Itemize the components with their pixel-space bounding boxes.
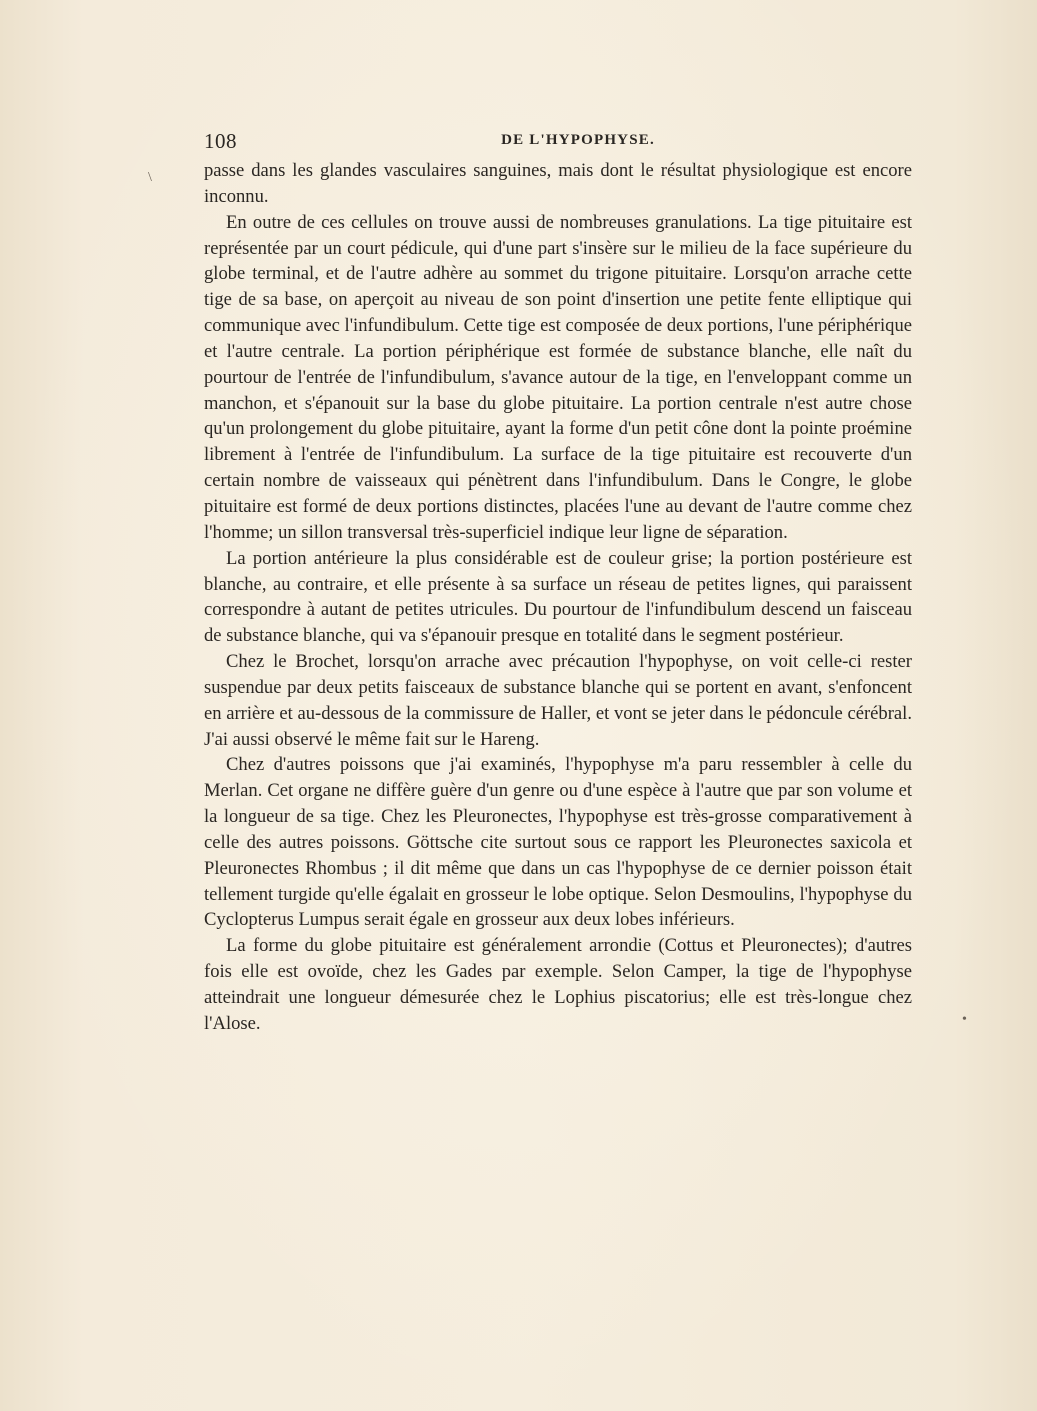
paragraph: Chez d'autres poissons que j'ai examinés, l'hypophyse m'a paru ressembler à celle du Merlan. Cet organe ne diffère guère d'un genre ou d'une espèce à l'autre que par son volume et la longueur de sa tige. Chez les Pleuronectes, l'hypophyse est très-grosse comparativement à celle des autres poissons. Göttsche cite surtout sous ce rapport les Pleuronectes saxicola et Pleuronectes Rhombus ; il dit même que dans un cas l'hypophyse de ce dernier poisson était tellement turgide qu'elle égalait en grosseur le lobe optique. Selon Desmoulins, l'hypophyse du Cyclopterus Lumpus serait égale en grosseur aux deux lobes inférieurs.: [204, 754, 912, 931]
paragraph: Chez le Brochet, lorsqu'on arrache avec précaution l'hypophyse, on voit celle-ci rester suspendue par deux petits faisceaux de substance blanche qui se portent en avant, s'enfoncent en arrière et au-dessous de la commissure de Haller, et vont se jeter dans le pédoncule cérébral. J'ai aussi observé le même fait sur le Hareng.: [204, 651, 912, 750]
page-header: [204, 129, 912, 153]
paragraph: La portion antérieure la plus considérable est de couleur grise; la portion postérieure est blanche, au contraire, et elle présente à sa surface un réseau de petites lignes, qui paraissent correspondre à autant de petites utricules. Du pourtour de l'infundibulum descend un faisceau de substance blanche, qui va s'épanouir presque en totalité dans le segment postérieur.: [204, 547, 912, 647]
margin-mark: \: [148, 170, 152, 185]
page-number: 108: [204, 129, 237, 153]
paragraph-continued: passe dans les glandes vasculaires sanguines, mais dont le résultat physiologique est encore inconnu.: [204, 160, 912, 207]
paragraph: En outre de ces cellules on trouve aussi de nombreuses granulations. La tige pituitaire est représentée par un court pédicule, qui d'une part s'insère sur le milieu de la face supérieure du globe terminal, et de l'autre adhère au sommet du trigone pituitaire. Lorsqu'on arrache cette tige de sa base, on aperçoit au niveau de son point d'insertion une petite fente elliptique qui communique avec l'infundibulum. Cette tige est composée de deux portions, l'une périphérique et l'autre centrale. La portion périphérique est formée de substance blanche, elle naît du pourtour de l'entrée de l'infundibulum, s'avance autour de la tige, en l'enveloppant comme un manchon, et s'épanouit sur la base du globe pituitaire. La portion centrale n'est autre chose qu'un prolongement du globe pituitaire, ayant la forme d'un petit cône dont la pointe proémine librement à l'entrée de l'infundibulum. La surface de la tige pituitaire est recouverte d'un certain nombre de vaisseaux qui pénètrent dans l'infundibulum. Dans le Congre, le globe pituitaire est formé de deux portions distinctes, placées l'une au devant de l'autre comme chez l'homme; un sillon transversal très-superficiel indique leur ligne de séparation.: [204, 211, 912, 543]
running-head: DE L'HYPOPHYSE.: [501, 132, 655, 148]
paragraph: La forme du globe pituitaire est généralement arrondie (Cottus et Pleuronectes); d'autres fois elle est ovoïde, chez les Gades par exemple. Selon Camper, la tige de l'hypophyse atteindrait une longueur démesurée chez le Lophius piscatorius; elle est très-longue chez l'Alose.: [204, 935, 912, 1034]
body-text: [204, 158, 912, 1037]
margin-dot: •: [962, 1012, 967, 1027]
